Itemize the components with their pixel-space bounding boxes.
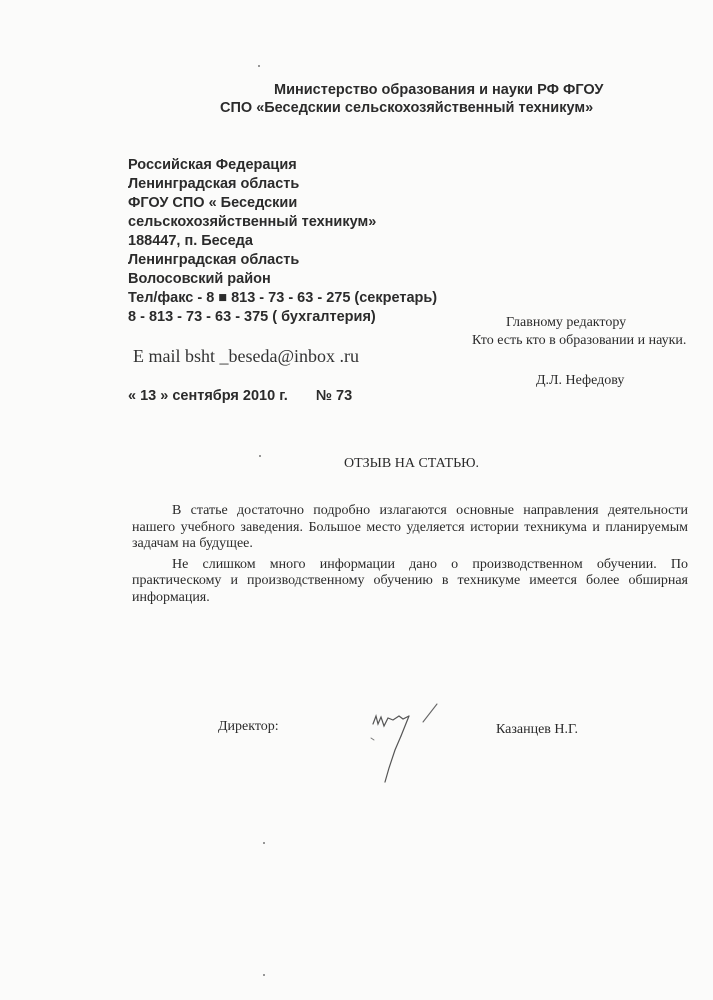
review-body [132,503,688,610]
sender-line: Волосовский район [128,271,271,287]
review-paragraph: В статье достаточно подробно излагаются основные направления деятельности нашего учебного заведения. Большое место уделяется истории техникума и планируемым задачам на будущее. [132,503,688,551]
paper-speck [258,65,260,67]
letter-date-line [128,388,352,404]
letterhead-line-2: СПО «Беседскии сельскохозяйственный техникум» [220,100,594,116]
letterhead-line-1: Министерство образования и науки РФ ФГОУ [274,82,604,98]
recipient-name: Д.Л. Нефедову [536,373,625,388]
paper-speck [259,455,261,457]
handwritten-signature [365,702,445,788]
letter-number: № 73 [315,388,353,404]
letter-date: « 13 » сентября 2010 г. [128,388,288,404]
sender-line: ФГОУ СПО « Беседскии [128,195,298,211]
sender-line: Ленинградская область [128,176,300,192]
sender-line: 188447, п. Беседа [128,233,253,249]
review-title: ОТЗЫВ НА СТАТЬЮ. [344,456,479,471]
sender-line: Российская Федерация [128,157,297,173]
paper-speck [263,842,265,844]
sender-line: Ленинградская область [128,252,300,268]
sender-phone-line: 8 - 813 - 73 - 63 - 375 ( бухгалтерия) [128,309,376,325]
recipient-title: Главному редактору [506,315,627,330]
paper-speck [263,974,265,976]
review-paragraph: Не слишком много информации дано о производственном обучении. По практическому и производственному обучению в техникуме имеется более обширная информация. [132,556,688,605]
sender-address-block [128,156,437,327]
sender-email: E mail bsht _beseda@inbox .ru [133,346,360,366]
signature-role: Директор: [218,719,279,734]
signature-name: Казанцев Н.Г. [496,722,579,737]
sender-line: сельскохозяйственный техникум» [128,214,377,230]
recipient-publication: Кто есть кто в образовании и науки. [472,333,687,348]
sender-phone-line: Тел/факс - 8 ■ 813 - 73 - 63 - 275 (секретарь) [128,290,438,306]
